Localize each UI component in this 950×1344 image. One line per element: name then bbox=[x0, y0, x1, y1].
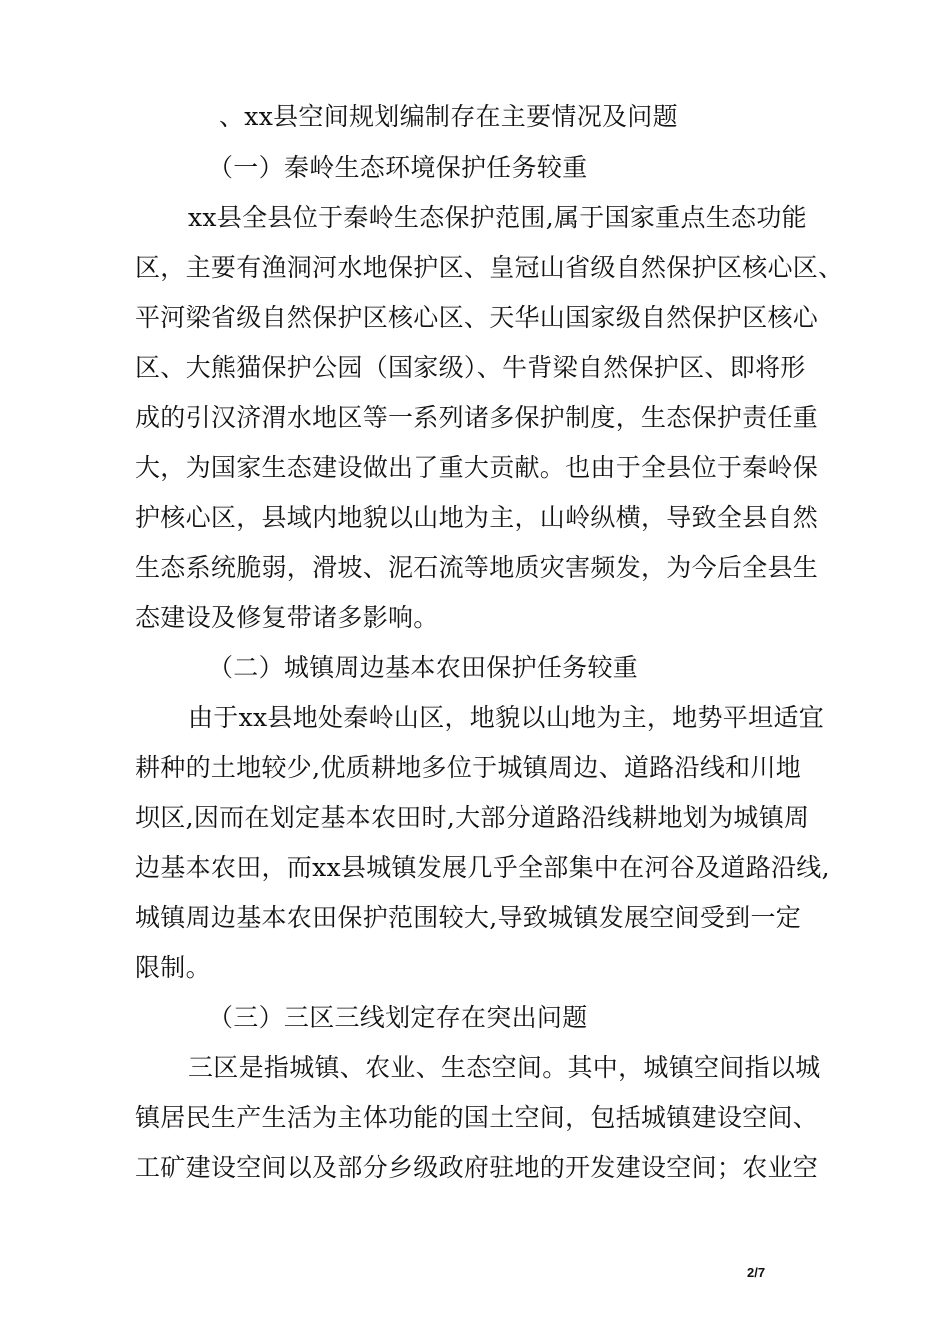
paragraph-line: 工矿建设空间以及部分乡级政府驻地的开发建设空间；农业空 bbox=[135, 1153, 819, 1182]
paragraph-line: 成的引汉济渭水地区等一系列诸多保护制度，生态保护责任重 bbox=[135, 403, 819, 432]
paragraph-line: 护核心区，县域内地貌以山地为主，山岭纵横，导致全县自然 bbox=[135, 503, 819, 532]
paragraph-line: 边基本农田，而xx县城镇发展几乎全部集中在河谷及道路沿线, bbox=[135, 853, 830, 882]
paragraph-line: 镇居民生产生活为主体功能的国土空间，包括城镇建设空间、 bbox=[135, 1103, 819, 1132]
paragraph-line: 平河梁省级自然保护区核心区、天华山国家级自然保护区核心 bbox=[135, 303, 819, 332]
section-heading-2: （二）城镇周边基本农田保护任务较重 bbox=[208, 653, 639, 682]
paragraph-line: 坝区,因而在划定基本农田时,大部分道路沿线耕地划为城镇周 bbox=[135, 803, 810, 832]
paragraph-line: 耕种的土地较少,优质耕地多位于城镇周边、道路沿线和川地 bbox=[135, 753, 802, 782]
heading-main: 、xx县空间规划编制存在主要情况及问题 bbox=[219, 102, 678, 131]
paragraph-line: 城镇周边基本农田保护范围较大,导致城镇发展空间受到一定 bbox=[135, 903, 802, 932]
paragraph-line: 区，主要有渔洞河水地保护区、皇冠山省级自然保护区核心区、 bbox=[135, 253, 844, 282]
section-heading-3: （三）三区三线划定存在突出问题 bbox=[208, 1003, 588, 1032]
paragraph-line: 三区是指城镇、农业、生态空间。其中，城镇空间指以城 bbox=[188, 1053, 821, 1082]
page-number: 2/7 bbox=[747, 1265, 766, 1280]
paragraph-line: 区、大熊猫保护公园（国家级）、牛背梁自然保护区、即将形 bbox=[135, 353, 806, 382]
paragraph-line: xx县全县位于秦岭生态保护范围,属于国家重点生态功能 bbox=[188, 203, 807, 232]
section-heading-1: （一）秦岭生态环境保护任务较重 bbox=[208, 153, 588, 182]
paragraph-line: 由于xx县地处秦岭山区，地貌以山地为主，地势平坦适宜 bbox=[188, 703, 825, 732]
paragraph-line: 生态系统脆弱，滑坡、泥石流等地质灾害频发，为今后全县生 bbox=[135, 553, 819, 582]
paragraph-line: 态建设及修复带诸多影响。 bbox=[135, 603, 439, 632]
paragraph-line: 限制。 bbox=[135, 953, 211, 982]
paragraph-line: 大，为国家生态建设做出了重大贡献。也由于全县位于秦岭保 bbox=[135, 453, 819, 482]
